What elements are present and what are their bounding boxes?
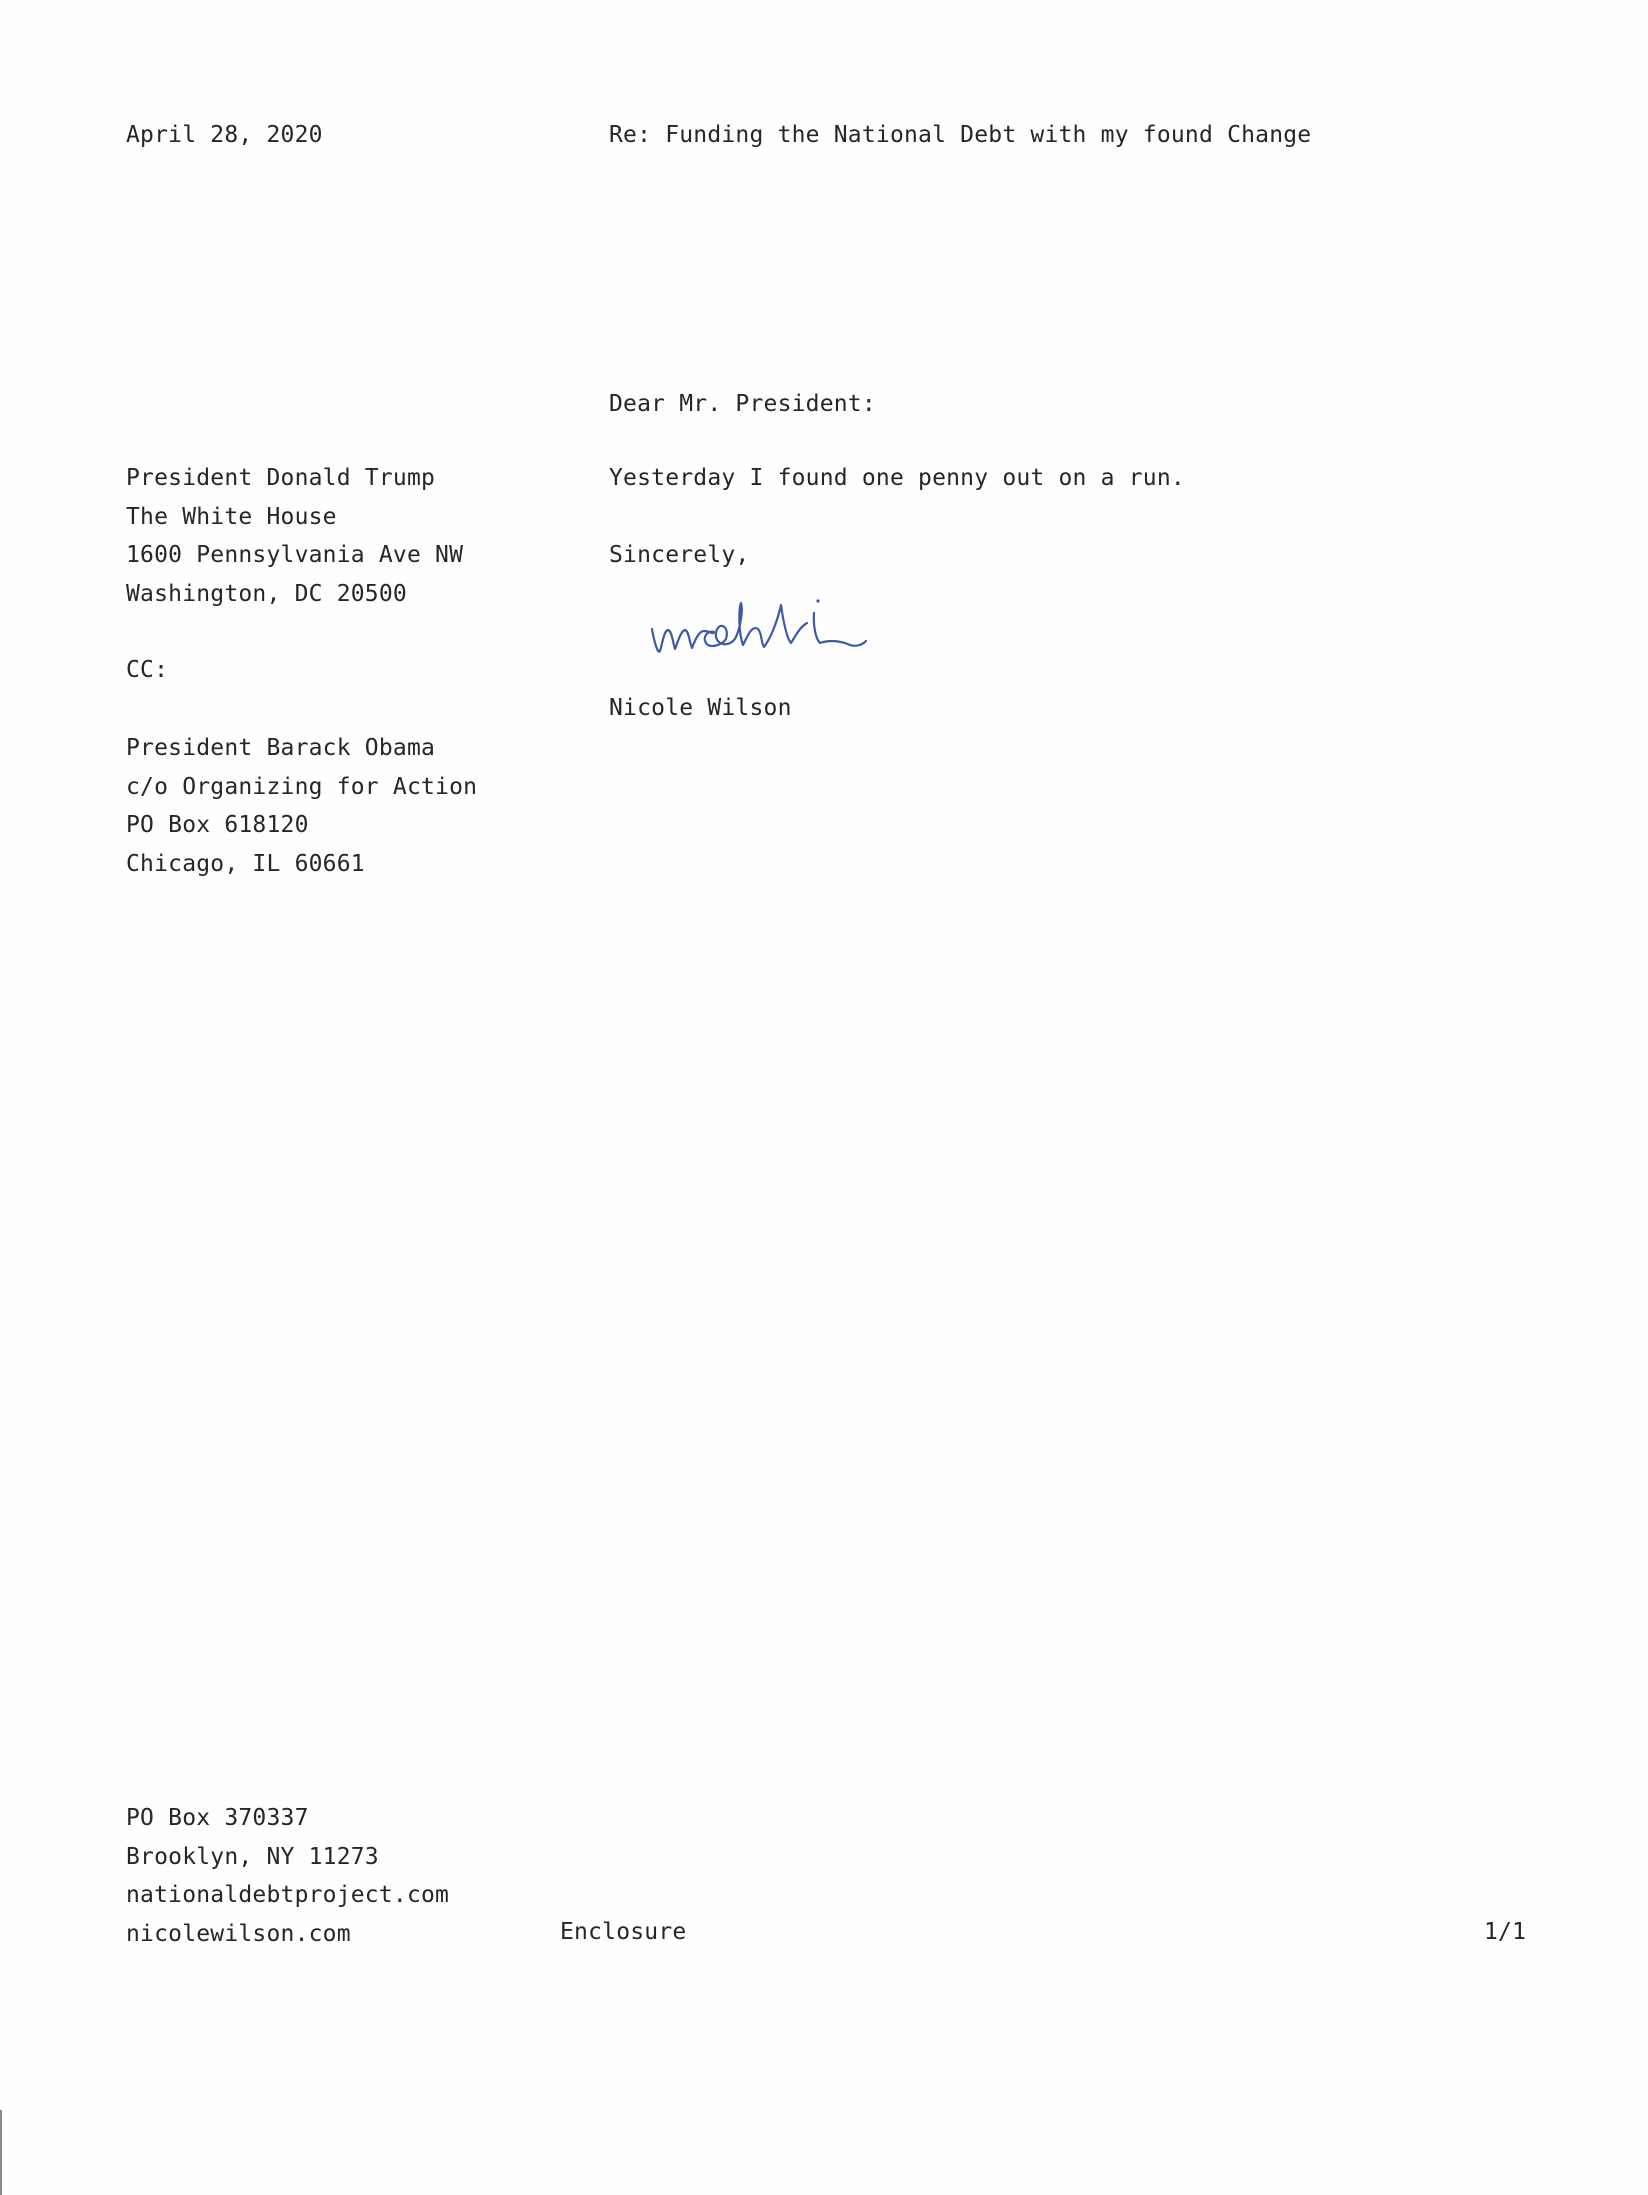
letter-subject: Re: Funding the National Debt with my found Change	[609, 122, 1312, 148]
cc-address-line: c/o Organizing for Action	[126, 773, 478, 800]
cc-label: CC:	[126, 657, 169, 683]
recipient-address-line: The White House	[126, 503, 337, 530]
sender-line: nicolewilson.com	[126, 1920, 351, 1947]
signer-name: Nicole Wilson	[609, 695, 792, 721]
cc-address-line: PO Box 618120	[126, 812, 309, 838]
sender-line: nationaldebtproject.com	[126, 1882, 450, 1908]
cc-address-line: Chicago, IL 60661	[126, 850, 365, 877]
letter-body: Yesterday I found one penny out on a run.	[609, 465, 1185, 491]
cc-recipient-address	[126, 729, 477, 883]
cc-address-line: President Barack Obama	[126, 735, 436, 761]
scan-edge-mark	[0, 2110, 2, 2195]
recipient-address-line: Washington, DC 20500	[126, 580, 407, 607]
enclosure-note: Enclosure	[560, 1919, 687, 1945]
letter-date: April 28, 2020	[126, 122, 323, 148]
sender-line: PO Box 370337	[126, 1805, 309, 1831]
signature-dot	[816, 599, 819, 602]
closing: Sincerely,	[609, 542, 750, 568]
recipient-address-line: 1600 Pennsylvania Ave NW	[126, 542, 464, 568]
salutation: Dear Mr. President:	[609, 391, 876, 417]
signature-stroke	[652, 603, 866, 652]
page-number: 1/1	[1484, 1919, 1527, 1945]
recipient-address-line: President Donald Trump	[126, 465, 436, 491]
handwritten-signature	[640, 585, 920, 660]
recipient-address	[126, 459, 463, 613]
sender-line: Brooklyn, NY 11273	[126, 1843, 379, 1870]
sender-contact	[126, 1799, 449, 1953]
